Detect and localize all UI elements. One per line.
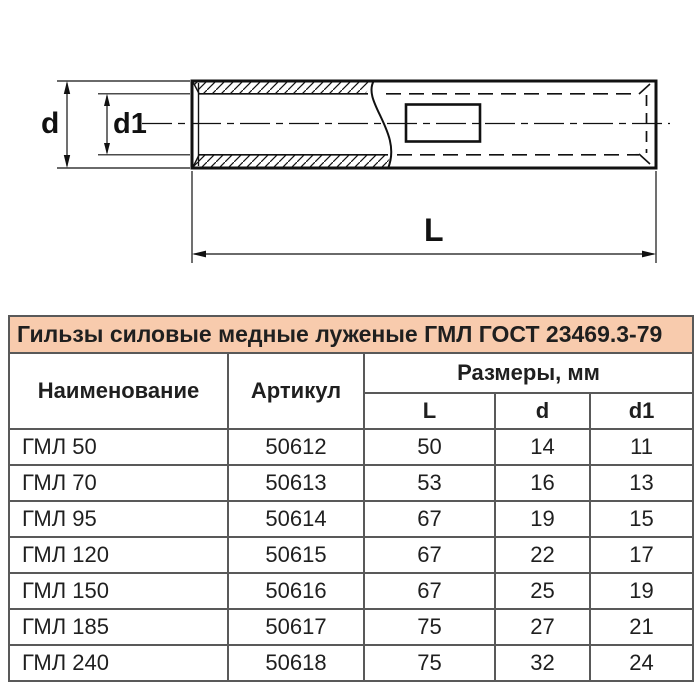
cell-name: ГМЛ 150 xyxy=(9,573,228,609)
column-header-article: Артикул xyxy=(228,353,364,429)
cell-article: 50616 xyxy=(228,573,364,609)
cell-d: 27 xyxy=(495,609,590,645)
column-header-L: L xyxy=(364,393,495,429)
cell-d1: 24 xyxy=(590,645,693,681)
cell-d1: 15 xyxy=(590,501,693,537)
cell-d1: 17 xyxy=(590,537,693,573)
cell-L: 53 xyxy=(364,465,495,501)
hidden-bore-lines xyxy=(386,94,647,155)
table-row xyxy=(9,429,693,465)
column-header-name: Наименование xyxy=(9,353,228,429)
table-title-row xyxy=(9,316,693,353)
column-header-d1: d1 xyxy=(590,393,693,429)
dimension-l-label: L xyxy=(424,212,444,248)
cell-d1: 11 xyxy=(590,429,693,465)
dimension-d1-label: d1 xyxy=(113,108,147,140)
cell-L: 67 xyxy=(364,537,495,573)
table-row xyxy=(9,501,693,537)
sleeve-technical-drawing xyxy=(0,0,700,312)
column-header-d: d xyxy=(495,393,590,429)
cell-L: 75 xyxy=(364,645,495,681)
cell-article: 50617 xyxy=(228,609,364,645)
table-header-row xyxy=(9,353,693,393)
cell-d: 22 xyxy=(495,537,590,573)
cell-d1: 19 xyxy=(590,573,693,609)
cell-L: 50 xyxy=(364,429,495,465)
cell-article: 50613 xyxy=(228,465,364,501)
cell-d: 16 xyxy=(495,465,590,501)
spec-table xyxy=(8,315,694,682)
cell-L: 67 xyxy=(364,501,495,537)
cell-L: 75 xyxy=(364,609,495,645)
table-row xyxy=(9,609,693,645)
table-row xyxy=(9,465,693,501)
table-title: Гильзы силовые медные луженые ГМЛ ГОСТ 23469.3-79 xyxy=(9,316,693,353)
column-header-sizes: Размеры, мм xyxy=(364,353,693,393)
cell-name: ГМЛ 240 xyxy=(9,645,228,681)
cell-d1: 13 xyxy=(590,465,693,501)
table-row xyxy=(9,537,693,573)
dimension-d-label: d xyxy=(41,107,60,140)
cell-article: 50615 xyxy=(228,537,364,573)
cell-name: ГМЛ 50 xyxy=(9,429,228,465)
cell-name: ГМЛ 95 xyxy=(9,501,228,537)
cell-name: ГМЛ 185 xyxy=(9,609,228,645)
cell-article: 50612 xyxy=(228,429,364,465)
cell-L: 67 xyxy=(364,573,495,609)
cell-article: 50614 xyxy=(228,501,364,537)
cell-name: ГМЛ 70 xyxy=(9,465,228,501)
cell-article: 50618 xyxy=(228,645,364,681)
cell-d1: 21 xyxy=(590,609,693,645)
table-row xyxy=(9,645,693,681)
cell-d: 25 xyxy=(495,573,590,609)
cell-d: 14 xyxy=(495,429,590,465)
table-row xyxy=(9,573,693,609)
cell-name: ГМЛ 120 xyxy=(9,537,228,573)
cell-d: 19 xyxy=(495,501,590,537)
section-hatching xyxy=(193,83,391,167)
cell-d: 32 xyxy=(495,645,590,681)
